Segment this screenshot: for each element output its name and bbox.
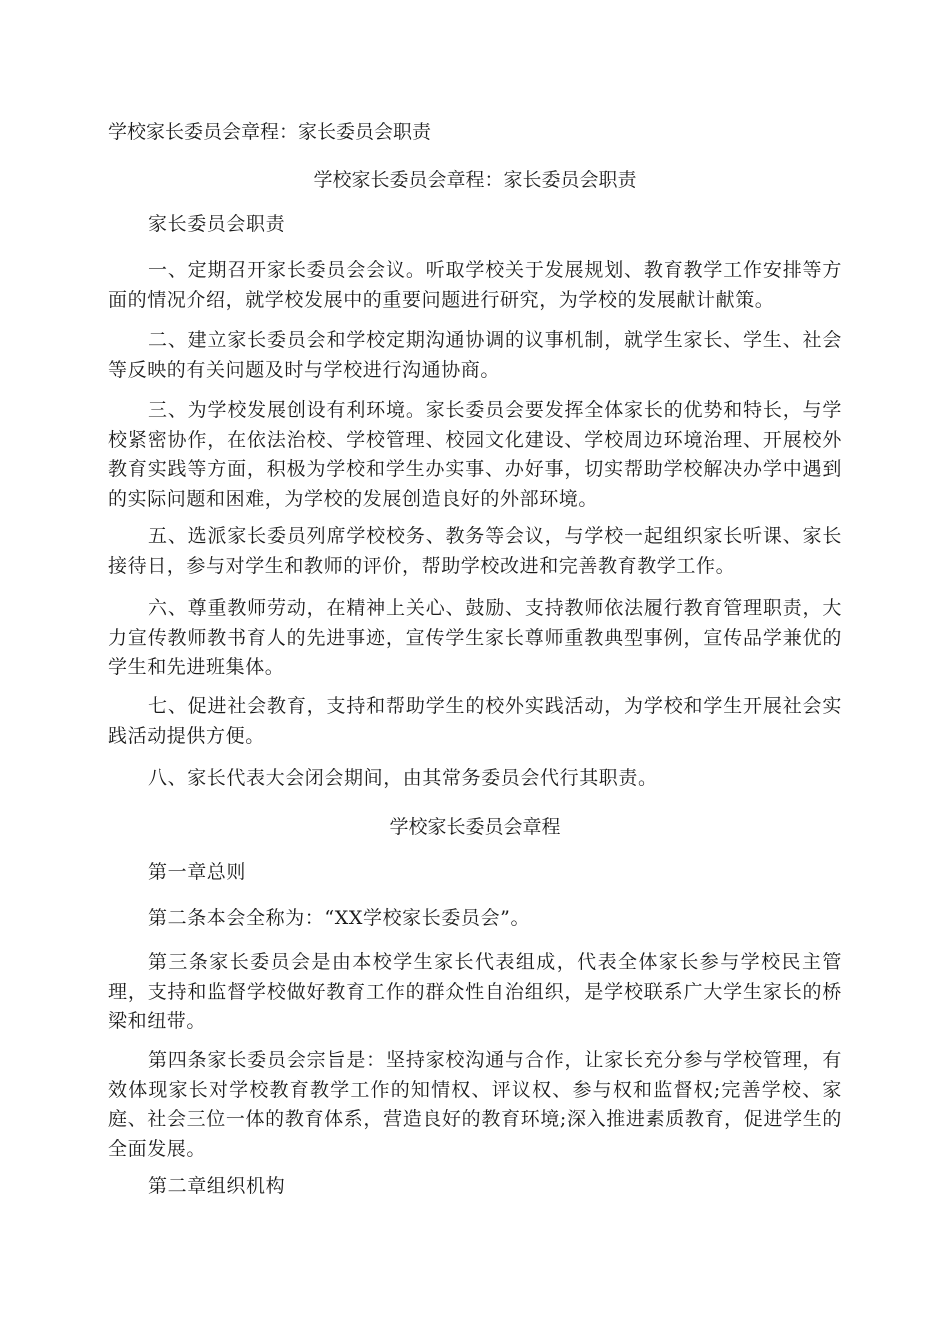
- charter-heading: 学校家长委员会章程: [389, 816, 561, 838]
- duty-paragraph-5: 五、选派家长委员列席学校校务、教务等会议，与学校一起组织家长听课、家长接待日，参与对学生和教师的评价，帮助学校改进和完善教育教学工作。: [108, 525, 842, 577]
- chapter-2-heading: 第二章组织机构: [148, 1175, 286, 1197]
- article-3: 第三条家长委员会是由本校学生家长代表组成，代表全体家长参与学校民主管理，支持和监督学校做好教育工作的群众性自治组织，是学校联系广大学生家长的桥梁和纽带。: [108, 951, 842, 1032]
- duty-paragraph-7: 七、促进社会教育，支持和帮助学生的校外实践活动，为学校和学生开展社会实践活动提供方便。: [108, 695, 842, 747]
- duty-paragraph-8: 八、家长代表大会闭会期间，由其常务委员会代行其职责。: [148, 767, 658, 789]
- chapter-1-heading: 第一章总则: [148, 861, 247, 883]
- duty-paragraph-2: 二、建立家长委员会和学校定期沟通协调的议事机制，就学生家长、学生、社会等反映的有关问题及时与学校进行沟通协商。: [108, 329, 842, 381]
- duty-paragraph-1: 一、定期召开家长委员会会议。听取学校关于发展规划、教育教学工作安排等方面的情况介绍，就学校发展中的重要问题进行研究，为学校的发展献计献策。: [108, 259, 842, 311]
- centered-heading: 学校家长委员会章程：家长委员会职责: [313, 169, 637, 191]
- article-4: 第四条家长委员会宗旨是：坚持家校沟通与合作，让家长充分参与学校管理，有效体现家长对学校教育教学工作的知情权、评议权、参与权和监督权;完善学校、家庭、社会三位一体的教育体系，营造良好的教育环境;深入推进素质教育，促进学生的全面发展。: [108, 1049, 842, 1160]
- duty-paragraph-6: 六、尊重教师劳动，在精神上关心、鼓励、支持教师依法履行教育管理职责，大力宣传教师教书育人的先进事迹，宣传学生家长尊师重教典型事例，宣传品学兼优的学生和先进班集体。: [108, 597, 842, 678]
- duty-paragraph-3: 三、为学校发展创设有利环境。家长委员会要发挥全体家长的优势和特长，与学校紧密协作，在依法治校、学校管理、校园文化建设、学校周边环境治理、开展校外教育实践等方面，积极为学校和学生办实事、办好事，切实帮助学校解决办学中遇到的实际问题和困难，为学校的发展创造良好的外部环境。: [108, 399, 842, 510]
- article-2: 第二条本会全称为：“XX学校家长委员会”。: [148, 907, 531, 929]
- section-label: 家长委员会职责: [148, 213, 286, 235]
- document-title: 学校家长委员会章程：家长委员会职责: [108, 121, 432, 143]
